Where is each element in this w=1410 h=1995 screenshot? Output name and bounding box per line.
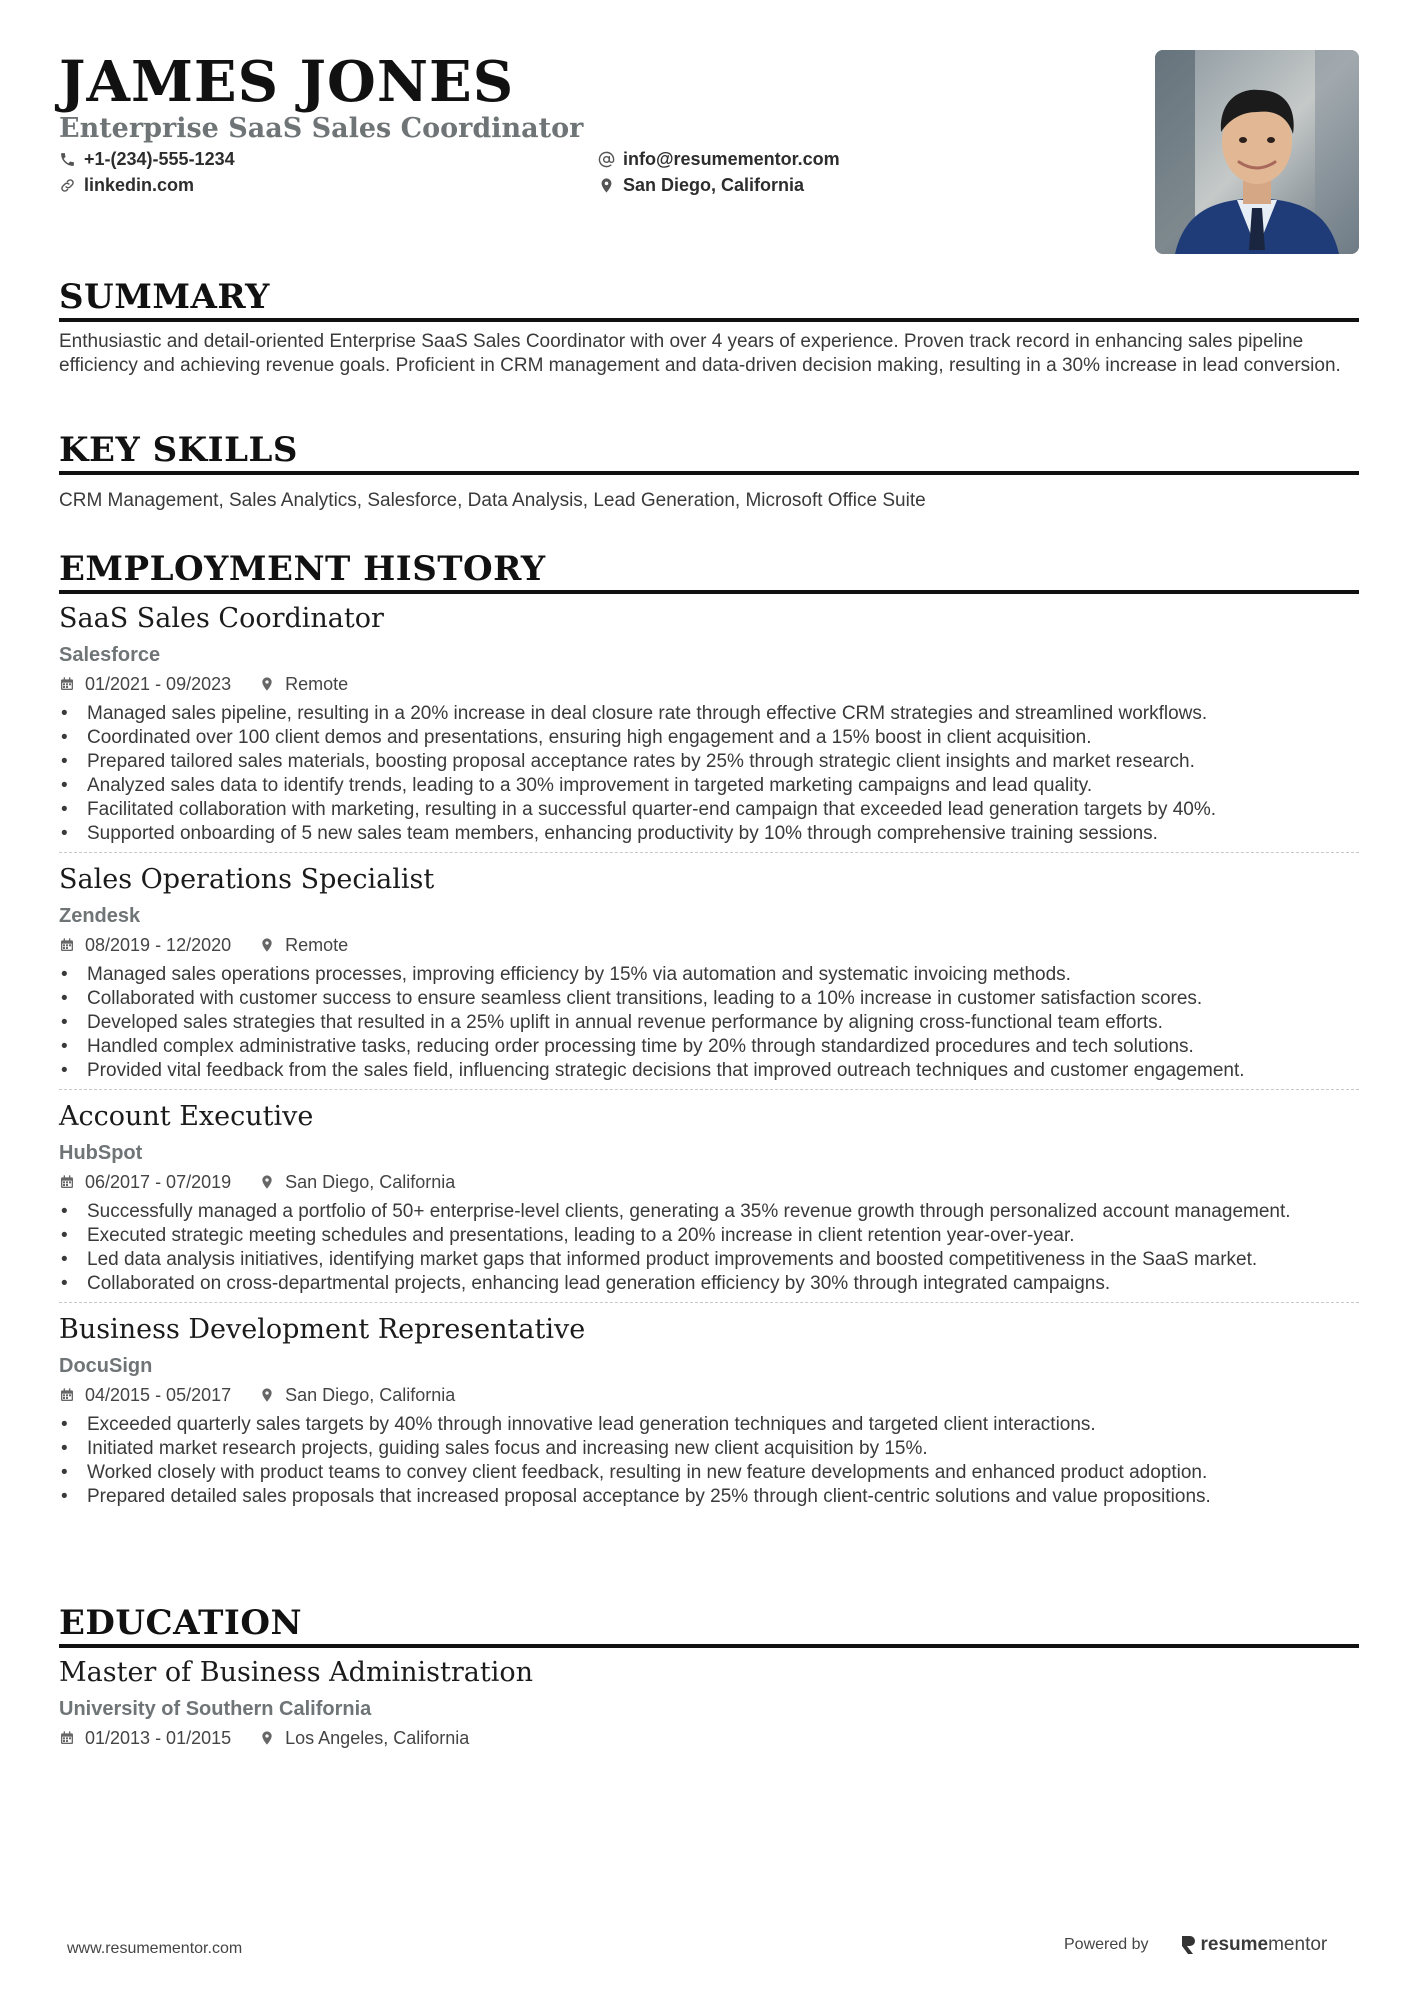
job-bullets [59, 702, 1359, 846]
job-bullet: • Analyzed sales data to identify trends, leading to a 30% improvement in targeted marketing campaigns and lead quality. [59, 774, 1359, 798]
skills-heading: KEY SKILLS [59, 429, 1359, 475]
profile-photo-illustration [1155, 50, 1359, 254]
company-name: HubSpot [59, 1142, 143, 1164]
job-title: Business Development Representative [59, 1314, 586, 1345]
brand-name-bold: resume [1200, 1934, 1269, 1955]
job-bullet: • Provided vital feedback from the sales field, influencing strategic decisions that improved outreach techniques and customer engagement. [59, 1059, 1359, 1083]
job-bullet: • Coordinated over 100 client demos and presentations, ensuring high engagement and a 15% boost in client acquisition. [59, 726, 1359, 750]
company-name: DocuSign [59, 1355, 153, 1377]
job-bullet: • Worked closely with product teams to convey client feedback, resulting in new feature developments and enhanced product adoption. [59, 1461, 1359, 1485]
job-entry [59, 863, 1359, 1090]
job-dates: 08/2019 - 12/2020 [85, 935, 232, 955]
job-bullet: • Executed strategic meeting schedules and presentations, leading to a 20% increase in client retention year-over-year. [59, 1224, 1359, 1248]
job-title: Sales Operations Specialist [59, 864, 435, 895]
job-bullet: • Managed sales operations processes, improving efficiency by 15% via automation and systematic invoicing methods. [59, 963, 1359, 987]
powered-by-text: Powered by [1064, 1936, 1149, 1953]
contact-email[interactable] [598, 149, 840, 170]
skills-section [59, 429, 1359, 513]
candidate-name: JAMES JONES [59, 49, 515, 115]
job-location [259, 933, 348, 957]
job-location-text: San Diego, California [285, 1385, 456, 1405]
location-text: San Diego, California [623, 175, 805, 195]
contact-location [598, 175, 804, 196]
education-heading: EDUCATION [59, 1602, 1359, 1648]
job-meta [59, 1170, 1359, 1194]
calendar-icon [59, 676, 75, 692]
job-dates: 04/2015 - 05/2017 [85, 1385, 232, 1405]
job-entry [59, 602, 1359, 853]
calendar-icon [59, 1730, 75, 1746]
calendar-icon [59, 1174, 75, 1190]
at-sign-icon [598, 151, 615, 168]
job-bullet: • Prepared detailed sales proposals that increased proposal acceptance by 25% through client-centric solutions and value propositions. [59, 1485, 1359, 1509]
location-pin-icon [259, 1387, 275, 1403]
job-bullet: • Handled complex administrative tasks, reducing order processing time by 20% through standardized procedures and tech solutions. [59, 1035, 1359, 1059]
footer-website[interactable]: www.resumementor.com [67, 1940, 243, 1957]
brand-name-light: mentor [1268, 1934, 1328, 1955]
job-bullet: • Initiated market research projects, guiding sales focus and increasing new client acquisition by 15%. [59, 1437, 1359, 1461]
location-pin-icon [259, 676, 275, 692]
job-location-text: Remote [285, 674, 349, 694]
job-location [259, 1170, 455, 1194]
job-meta [59, 933, 1359, 957]
job-entry [59, 1313, 1359, 1515]
job-location [259, 1383, 455, 1407]
education-location-text: Los Angeles, California [285, 1728, 470, 1748]
job-bullet: • Prepared tailored sales materials, boosting proposal acceptance rates by 25% through strategic client insights and market research. [59, 750, 1359, 774]
email-text[interactable]: info@resumementor.com [623, 149, 840, 169]
link-icon [59, 177, 76, 194]
job-bullet: • Led data analysis initiatives, identifying market gaps that informed product improvements and boosted competitiveness in the SaaS market. [59, 1248, 1359, 1272]
skills-text: CRM Management, Sales Analytics, Salesforce, Data Analysis, Lead Generation, Microsoft Office Suite [59, 490, 926, 511]
job-bullets [59, 1413, 1359, 1509]
company-name: Salesforce [59, 644, 161, 666]
job-meta [59, 672, 1359, 696]
job-bullets [59, 963, 1359, 1083]
location-pin-icon [259, 1174, 275, 1190]
job-location-text: Remote [285, 935, 349, 955]
summary-heading: SUMMARY [59, 276, 1359, 322]
job-bullet: • Facilitated collaboration with marketing, resulting in a successful quarter-end campaign that exceeded lead generation targets by 40%. [59, 798, 1359, 822]
resumementor-logo-icon [1179, 1934, 1197, 1956]
contact-phone [59, 149, 235, 170]
job-bullet: • Collaborated on cross-departmental projects, enhancing lead generation efficiency by 30% through integrated campaigns. [59, 1272, 1359, 1296]
calendar-icon [59, 1387, 75, 1403]
candidate-title: Enterprise SaaS Sales Coordinator [59, 113, 584, 144]
job-meta [59, 1383, 1359, 1407]
job-bullet: • Exceeded quarterly sales targets by 40% through innovative lead generation techniques and targeted client interactions. [59, 1413, 1359, 1437]
job-bullet: • Collaborated with customer success to ensure seamless client transitions, leading to a 10% increase in customer satisfaction scores. [59, 987, 1359, 1011]
summary-text: Enthusiastic and detail-oriented Enterprise SaaS Sales Coordinator with over 4 years of experience. Proven track record in enhancing sales pipeline efficiency and achieving revenue goals. Proficient in CRM management and data-driven decision making, resulting in a 30% increase in lead conversion. [59, 331, 1341, 376]
education-entry [59, 1656, 1359, 1756]
job-location [259, 672, 348, 696]
company-name: Zendesk [59, 905, 141, 927]
calendar-icon [59, 937, 75, 953]
contact-linkedin[interactable] [59, 175, 194, 196]
profile-photo [1155, 50, 1359, 254]
summary-section [59, 276, 1359, 378]
degree-title: Master of Business Administration [59, 1657, 534, 1688]
education-location [259, 1726, 469, 1750]
brand-logo[interactable] [1179, 1934, 1328, 1956]
employment-heading: EMPLOYMENT HISTORY [59, 548, 1359, 594]
footer-branding [1064, 1934, 1327, 1956]
job-bullets [59, 1200, 1359, 1296]
location-pin-icon [598, 177, 615, 194]
location-pin-icon [259, 937, 275, 953]
school-name: University of Southern California [59, 1698, 372, 1720]
education-dates: 01/2013 - 01/2015 [85, 1728, 232, 1748]
linkedin-text[interactable]: linkedin.com [84, 175, 195, 195]
job-location-text: San Diego, California [285, 1172, 456, 1192]
job-dates: 06/2017 - 07/2019 [85, 1172, 232, 1192]
job-dates: 01/2021 - 09/2023 [85, 674, 232, 694]
job-title: Account Executive [59, 1101, 314, 1132]
job-bullet: • Successfully managed a portfolio of 50+ enterprise-level clients, generating a 35% revenue growth through personalized account management. [59, 1200, 1359, 1224]
phone-icon [59, 151, 76, 168]
job-list [59, 602, 1359, 1515]
job-bullet: • Developed sales strategies that resulted in a 25% uplift in annual revenue performance by aligning cross-functional team efforts. [59, 1011, 1359, 1035]
location-pin-icon [259, 1730, 275, 1746]
education-section [59, 1602, 1359, 1756]
job-bullet: • Supported onboarding of 5 new sales team members, enhancing productivity by 10% through comprehensive training sessions. [59, 822, 1359, 846]
job-entry [59, 1100, 1359, 1303]
job-title: SaaS Sales Coordinator [59, 603, 384, 634]
employment-section [59, 548, 1359, 1515]
education-meta [59, 1726, 1359, 1750]
phone-text: +1-(234)-555-1234 [84, 149, 235, 169]
job-bullet: • Managed sales pipeline, resulting in a 20% increase in deal closure rate through effective CRM strategies and streamlined workflows. [59, 702, 1359, 726]
